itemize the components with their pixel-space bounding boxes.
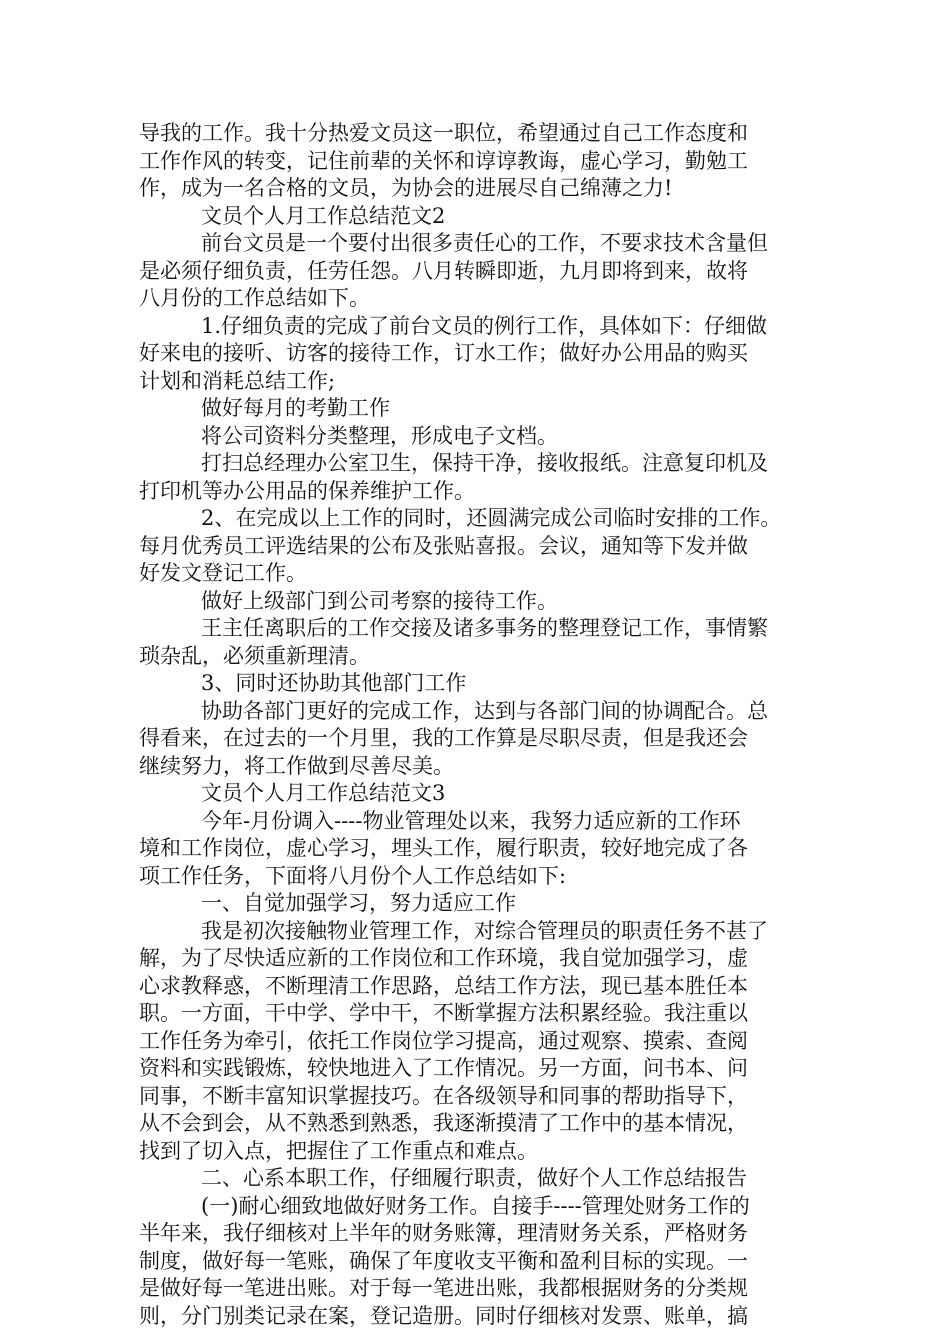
text-line: (一)耐心细致地做好财务工作。自接手----管理处财务工作的	[201, 1193, 750, 1218]
text-line: 将公司资料分类整理，形成电子文档。	[201, 423, 558, 448]
text-line: 资料和实践锻炼，较快地进入了工作情况。另一方面，问书本、问	[139, 1056, 748, 1080]
text-line: 职。一方面，干中学、学中干，不断掌握方法积累经验。我注重以	[139, 1001, 748, 1025]
text-line: 我是初次接触物业管理工作，对综合管理员的职责任务不甚了	[201, 918, 768, 943]
document-page	[139, 120, 811, 1330]
text-line: 则，分门别类记录在案，登记造册。同时仔细核对发票、账单，搞	[139, 1303, 748, 1328]
text-line: 是做好每一笔进出账。对于每一笔进出账，我都根据财务的分类规	[139, 1276, 748, 1300]
text-line: 2、在完成以上工作的同时，还圆满完成公司临时安排的工作。	[201, 506, 782, 530]
text-line: 同事，不断丰富知识掌握技巧。在各级领导和同事的帮助指导下，	[139, 1083, 748, 1108]
text-line: 二、心系本职工作，仔细履行职责，做好个人工作总结报告	[201, 1166, 747, 1190]
text-line: 八月份的工作总结如下。	[139, 286, 370, 310]
text-line: 计划和消耗总结工作;	[139, 368, 336, 393]
text-line: 琐杂乱，必须重新理清。	[139, 643, 370, 668]
text-line: 工作任务为牵引，依托工作岗位学习提高，通过观察、摸索、查阅	[139, 1028, 748, 1053]
text-line: 解，为了尽快适应新的工作岗位和工作环境，我自觉加强学习，虚	[139, 946, 748, 970]
text-line: 每月优秀员工评选结果的公布及张贴喜报。会议，通知等下发并做	[139, 533, 748, 558]
text-line: 协助各部门更好的完成工作，达到与各部门间的协调配合。总	[201, 698, 768, 723]
text-line: 好发文登记工作。	[139, 561, 307, 585]
text-line: 做好上级部门到公司考察的接待工作。	[201, 588, 558, 613]
text-line: 继续努力，将工作做到尽善尽美。	[139, 753, 454, 778]
text-line: 是必须仔细负责，任劳任怨。八月转瞬即逝，九月即将到来，故将	[139, 258, 748, 283]
text-line: 工作作风的转变，记住前辈的关怀和谆谆教诲，虚心学习，勤勉工	[139, 148, 748, 173]
text-line: 导我的工作。我十分热爱文员这一职位，希望通过自己工作态度和	[139, 121, 748, 145]
text-line: 打扫总经理办公室卫生，保持干净，接收报纸。注意复印机及	[201, 451, 768, 475]
text-line: 心求教释惑，不断理清工作思路，总结工作方法，现已基本胜任本	[139, 973, 748, 998]
text-line: 境和工作岗位，虚心学习，埋头工作，履行职责，较好地完成了各	[139, 836, 748, 860]
text-line: 3、同时还协助其他部门工作	[201, 671, 467, 695]
text-line: 从不会到会，从不熟悉到熟悉，我逐渐摸清了工作中的基本情况，	[139, 1111, 748, 1135]
text-line: 今年-月份调入----物业管理处以来，我努力适应新的工作环	[201, 808, 741, 833]
text-line: 作，成为一名合格的文员，为协会的进展尽自己绵薄之力!	[139, 176, 673, 200]
text-line: 王主任离职后的工作交接及诸多事务的整理登记工作，事情繁	[201, 616, 768, 640]
text-line: 文员个人月工作总结范文2	[201, 203, 446, 228]
text-line: 做好每月的考勤工作	[201, 396, 390, 420]
text-line: 制度，做好每一笔账，确保了年度收支平衡和盈利目标的实现。一	[139, 1248, 748, 1273]
text-line: 找到了切入点，把握住了工作重点和难点。	[139, 1138, 538, 1163]
text-line: 打印机等办公用品的保养维护工作。	[139, 478, 475, 503]
text-line: 项工作任务，下面将八月份个人工作总结如下:	[139, 863, 567, 888]
text-line: 得看来，在过去的一个月里，我的工作算是尽职尽责，但是我还会	[139, 726, 748, 750]
text-line: 好来电的接听、访客的接待工作，订水工作；做好办公用品的购买	[139, 341, 748, 365]
text-line: 前台文员是一个要付出很多责任心的工作，不要求技术含量但	[201, 231, 768, 255]
text-line: 半年来，我仔细核对上半年的财务账簿，理清财务关系，严格财务	[139, 1221, 748, 1245]
text-line: 一、自觉加强学习，努力适应工作	[201, 891, 516, 915]
text-line: 文员个人月工作总结范文3	[201, 781, 446, 805]
text-line: 1.仔细负责的完成了前台文员的例行工作，具体如下：仔细做	[201, 313, 768, 338]
